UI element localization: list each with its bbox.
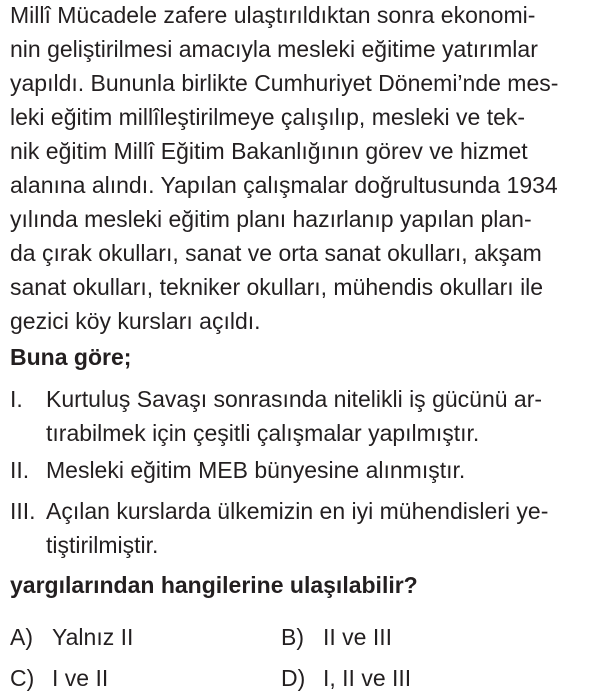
option-text: I, II ve III [323,665,412,691]
statement-number: III. [10,498,36,524]
passage-line: nin geliştirilmesi amacıyla mesleki eğitime yatırımlar [10,36,538,62]
statement-line: Mesleki eğitim MEB bünyesine alınmıştır. [46,457,466,483]
statement-number: II. [10,457,30,483]
passage-line: alanına alındı. Yapılan çalışmalar doğrultusunda 1934 [10,172,558,198]
option-letter: C) [10,665,35,691]
passage-line: Millî Mücadele zafere ulaştırıldıktan sonra ekonomi- [10,2,536,28]
option-b[interactable] [281,623,392,651]
passage-line: sanat okulları, tekniker okulları, mühendis okulları ile [10,274,544,300]
passage-line: nik eğitim Millî Eğitim Bakanlığının görev ve hizmet [10,138,528,164]
statement-line: tırabilmek için çeşitli çalışmalar yapılmıştır. [46,420,480,446]
passage-line: yılında mesleki eğitim planı hazırlanıp yapılan plan- [10,206,532,232]
option-text: II ve III [323,624,393,650]
passage-line: leki eğitim millîleştirilmeye çalışılıp, mesleki ve tek- [10,104,526,130]
option-letter: A) [10,624,33,650]
statement-line: Açılan kurslarda ülkemizin en iyi mühendisleri ye- [46,498,549,524]
option-text: I ve II [52,665,109,691]
passage-line: yapıldı. Bununla birlikte Cumhuriyet Dönemi’nde mes- [10,70,559,96]
question-lead: Buna göre; [10,344,132,370]
passage-line: da çırak okulları, sanat ve orta sanat okulları, akşam [10,240,542,266]
option-text: Yalnız II [52,624,134,650]
option-a[interactable] [10,623,133,651]
statement-line: Kurtuluş Savaşı sonrasında nitelikli iş gücünü ar- [46,386,543,412]
passage-line: gezici köy kursları açıldı. [10,308,261,334]
option-d[interactable] [281,664,411,692]
option-letter: B) [281,624,304,650]
option-letter: D) [281,665,306,691]
option-c[interactable] [10,664,108,692]
question-prompt: yargılarından hangilerine ulaşılabilir? [10,572,418,598]
statement-line: tiştirilmiştir. [46,532,159,558]
statement-number: I. [10,386,23,412]
